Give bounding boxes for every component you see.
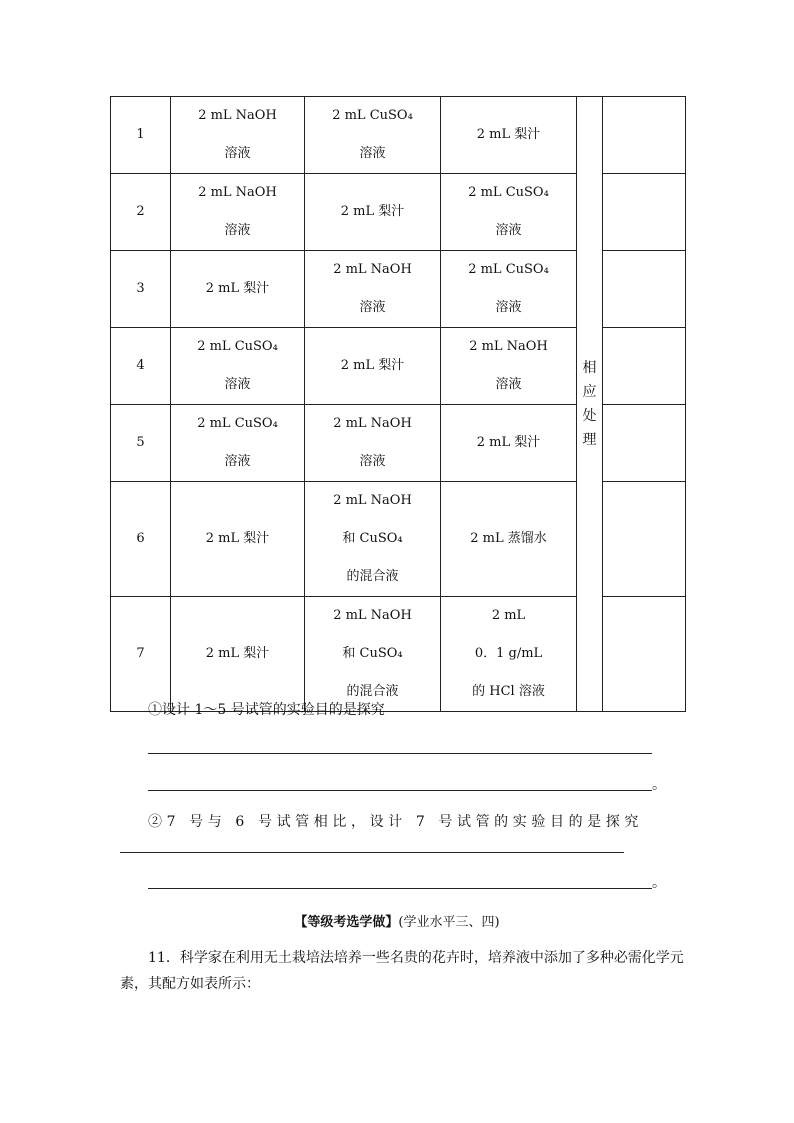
tube-number: 6 — [111, 482, 171, 597]
tube-number: 2 — [111, 174, 171, 251]
tube-number: 1 — [111, 97, 171, 174]
section-title — [0, 911, 794, 930]
reagent-cell: 2 mL 梨汁 — [305, 174, 441, 251]
answer-line[interactable] — [148, 888, 652, 889]
section-level: (学业水平三、四) — [398, 915, 500, 930]
period-mark: 。 — [652, 875, 666, 891]
reagent-cell: 2 mL 梨汁 — [171, 251, 305, 328]
reagent-cell: 2 mL CuSO₄ 溶液 — [171, 405, 305, 482]
reagent-cell: 2 mL NaOH 溶液 — [305, 251, 441, 328]
reagent-cell: 2 mL CuSO₄ 溶液 — [171, 328, 305, 405]
question-1-text: ①设计 1～5 号试管的实验目的是探究 — [148, 702, 385, 718]
reagent-cell: 2 mL NaOH 溶液 — [305, 405, 441, 482]
answer-line[interactable] — [148, 790, 652, 791]
reagent-cell: 2 mL 梨汁 — [171, 482, 305, 597]
table-row — [111, 97, 686, 174]
question-11-line-1: 11．科学家在利用无土栽培法培养一些名贵的花卉时，培养液中添加了多种必需化学元 — [148, 950, 684, 966]
reagent-cell: 2 mL 梨汁 — [441, 97, 577, 174]
result-cell — [603, 405, 686, 482]
section-bracket: 【等级考选学做】 — [294, 915, 399, 930]
reagent-cell: 2 mL 0．1 g/mL 的 HCl 溶液 — [441, 597, 577, 712]
reagent-cell: 2 mL NaOH 溶液 — [171, 174, 305, 251]
question-11-line-2: 素，其配方如表所示： — [120, 976, 260, 992]
reagent-cell: 2 mL 梨汁 — [305, 328, 441, 405]
question-2-text: ②7 号与 6 号试管相比，设计 7 号试管的实验目的是探究 — [148, 814, 643, 830]
reagent-cell: 2 mL CuSO₄ 溶液 — [441, 251, 577, 328]
tube-number: 4 — [111, 328, 171, 405]
tube-number: 7 — [111, 597, 171, 712]
reagent-cell: 2 mL NaOH 和 CuSO₄ 的混合液 — [305, 597, 441, 712]
result-cell — [603, 97, 686, 174]
answer-line[interactable] — [120, 852, 624, 853]
reagent-cell: 2 mL 梨汁 — [171, 597, 305, 712]
tube-number: 5 — [111, 405, 171, 482]
experiment-table — [110, 96, 686, 712]
reagent-cell: 2 mL CuSO₄ 溶液 — [441, 174, 577, 251]
reagent-cell: 2 mL NaOH 溶液 — [171, 97, 305, 174]
reagent-cell: 2 mL 蒸馏水 — [441, 482, 577, 597]
result-cell — [603, 597, 686, 712]
answer-line[interactable] — [148, 753, 652, 754]
treatment-cell: 相 应 处 理 — [577, 97, 603, 712]
result-cell — [603, 482, 686, 597]
reagent-cell: 2 mL NaOH 溶液 — [441, 328, 577, 405]
result-cell — [603, 174, 686, 251]
reagent-cell: 2 mL 梨汁 — [441, 405, 577, 482]
period-mark: 。 — [652, 777, 666, 793]
tube-number: 3 — [111, 251, 171, 328]
reagent-cell: 2 mL CuSO₄ 溶液 — [305, 97, 441, 174]
result-cell — [603, 251, 686, 328]
reagent-cell: 2 mL NaOH 和 CuSO₄ 的混合液 — [305, 482, 441, 597]
result-cell — [603, 328, 686, 405]
